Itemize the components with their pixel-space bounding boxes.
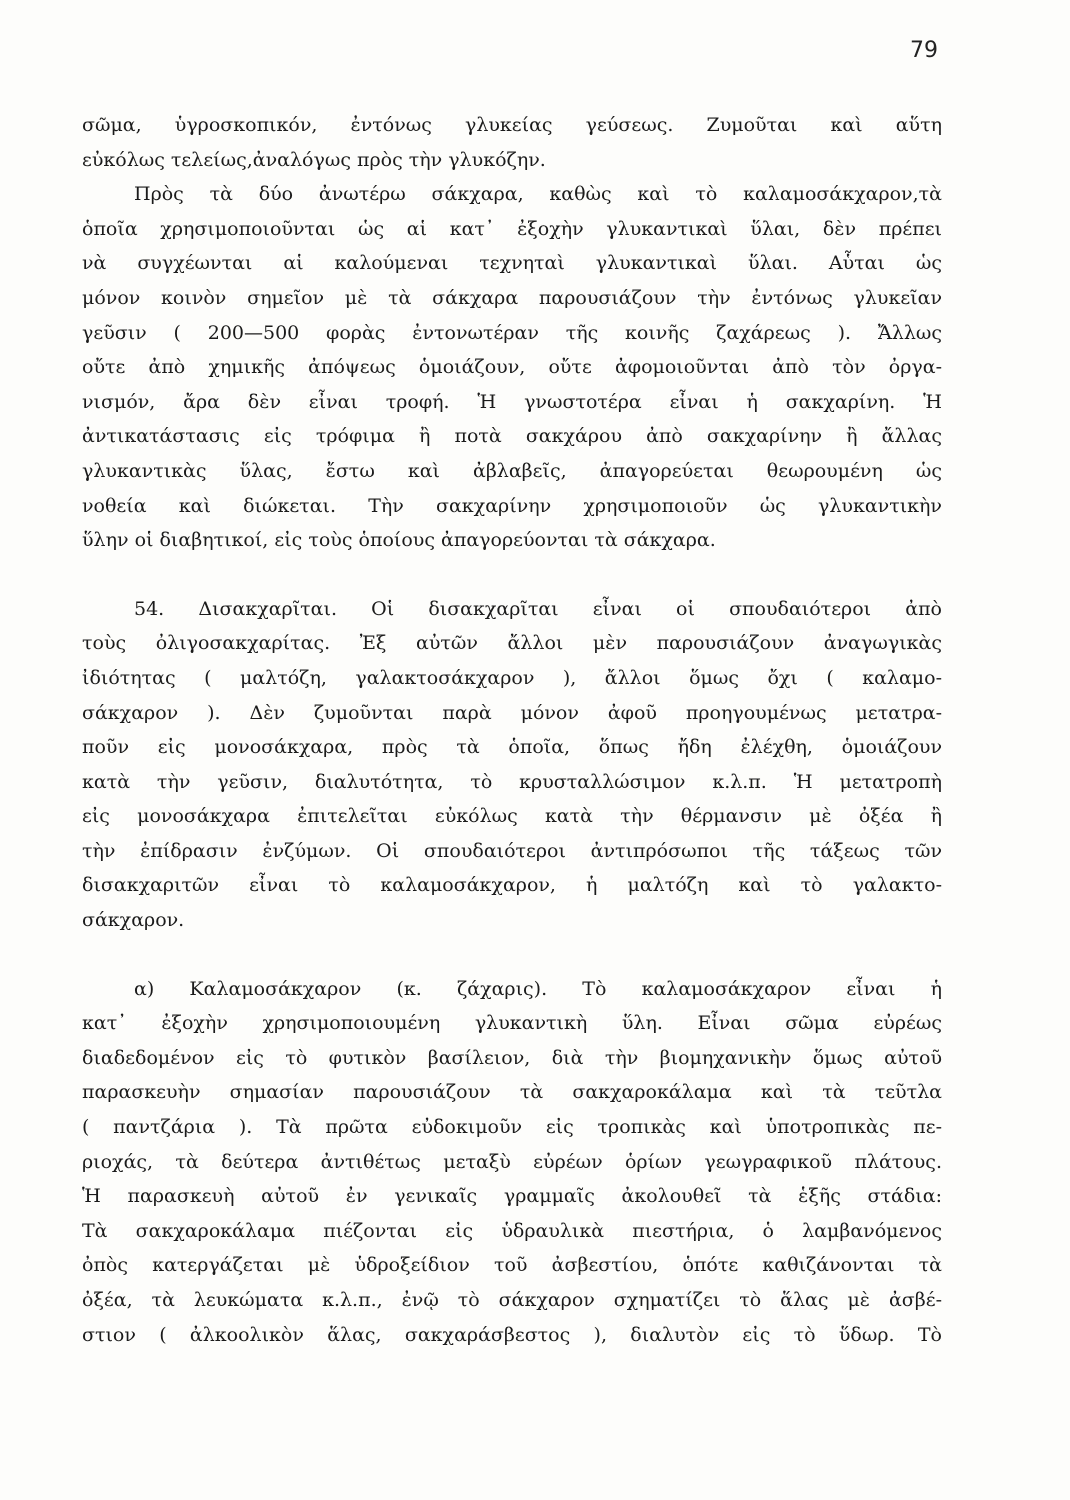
text-line: ποῦν εἰς μονοσάκχαρα, πρὸς τὰ ὁποῖα, ὅπως ἤδη ἐλέχθη, ὁμοιάζουν [82, 736, 942, 759]
text-line: μόνον κοινὸν σημεῖον μὲ τὰ σάκχαρα παρουσιάζουν τὴν ἐντόνως γλυκεῖαν [82, 286, 942, 309]
text-line: δισακχαριτῶν εἶναι τὸ καλαμοσάκχαρον, ἡ μαλτόζη καὶ τὸ γαλακτο- [82, 874, 942, 897]
subsection-heading-line: α) Καλαμοσάκχαρον (κ. ζάχαρις). Τὸ καλαμοσάκχαρον εἶναι ἡ [134, 977, 942, 1000]
section-54-paragraph [82, 592, 942, 938]
text-line: στιον ( ἀλκοολικὸν ἅλας, σακχαράσβεστος ), διαλυτὸν εἰς τὸ ὕδωρ. Τὸ [82, 1323, 942, 1346]
text-line: κατὰ τὴν γεῦσιν, διαλυτότητα, τὸ κρυσταλλώσιμον κ.λ.π. Ἡ μετατροπὴ [82, 770, 942, 793]
text-line: σάκχαρον ). Δὲν ζυμοῦνται παρὰ μόνον ἀφοῦ προηγουμένως μετατρα- [82, 701, 942, 724]
text-line: τὴν ἐπίδρασιν ἐνζύμων. Οἱ σπουδαιότεροι ἀντιπρόσωποι τῆς τάξεως τῶν [82, 839, 942, 862]
text-line: ὀπὸς κατεργάζεται μὲ ὑδροξείδιον τοῦ ἀσβεστίου, ὁπότε καθιζάνονται τὰ [82, 1254, 942, 1277]
text-line: σάκχαρον. [82, 909, 185, 932]
section-heading-line: 54. Δισακχαρῖται. Οἱ δισακχαρῖται εἶναι οἱ σπουδαιότεροι ἀπὸ [134, 597, 942, 620]
text-line: εὐκόλως τελείως,ἀναλόγως πρὸς τὴν γλυκόζην. [82, 148, 546, 171]
text-line: Τὰ σακχαροκάλαμα πιέζονται εἰς ὑδραυλικὰ πιεστήρια, ὁ λαμβανόμενος [82, 1219, 942, 1242]
text-line: γλυκαντικὰς ὕλας, ἔστω καὶ ἀβλαβεῖς, ἀπαγορεύεται θεωρουμένη ὡς [82, 459, 942, 482]
page-number: 79 [910, 38, 938, 63]
text-line: ὁποῖα χρησιμοποιοῦνται ὡς αἱ κατ᾽ ἐξοχὴν γλυκαντικαὶ ὕλαι, δὲν πρέπει [82, 217, 942, 240]
text-line: οὔτε ἀπὸ χημικῆς ἀπόψεως ὁμοιάζουν, οὔτε ἀφομοιοῦνται ἀπὸ τὸν ὀργα- [82, 356, 942, 379]
text-line: ( παντζάρια ). Τὰ πρῶτα εὐδοκιμοῦν εἰς τροπικὰς καὶ ὑποτροπικὰς πε- [82, 1116, 942, 1139]
text-line: ριοχάς, τὰ δεύτερα ἀντιθέτως μεταξὺ εὐρέων ὁρίων γεωγραφικοῦ πλάτους. [82, 1150, 942, 1173]
text-line: ὀξέα, τὰ λευκώματα κ.λ.π., ἐνῷ τὸ σάκχαρον σχηματίζει τὸ ἅλας μὲ ἀσβέ- [82, 1289, 942, 1311]
paragraph [82, 108, 942, 177]
text-line: διαδεδομένον εἰς τὸ φυτικὸν βασίλειον, διὰ τὴν βιομηχανικὴν ὅμως αὐτοῦ [82, 1046, 942, 1069]
text-line: τοὺς ὀλιγοσακχαρίτας. Ἐξ αὐτῶν ἄλλοι μὲν παρουσιάζουν ἀναγωγικὰς [82, 632, 942, 655]
paragraph-gap [82, 938, 942, 972]
paragraph [82, 177, 942, 558]
text-line: Πρὸς τὰ δύο ἀνωτέρω σάκχαρα, καθὼς καὶ τὸ καλαμοσάκχαρον,τὰ [134, 183, 942, 206]
subsection-a-paragraph [82, 972, 942, 1353]
paragraph-gap [82, 558, 942, 592]
text-line: νισμόν, ἄρα δὲν εἶναι τροφή. Ἡ γνωστοτέρα εἶναι ἡ σακχαρίνη. Ἡ [82, 390, 942, 413]
body-text [82, 108, 942, 1352]
text-line: σῶμα, ὑγροσκοπικόν, ἐντόνως γλυκείας γεύσεως. Ζυμοῦται καὶ αὕτη [82, 114, 942, 136]
text-line: κατ᾽ ἐξοχὴν χρησιμοποιουμένη γλυκαντικὴ ὕλη. Εἶναι σῶμα εὐρέως [82, 1012, 942, 1035]
text-line: νὰ συγχέωνται αἱ καλούμεναι τεχνηταὶ γλυκαντικαὶ ὕλαι. Αὗται ὡς [82, 252, 942, 275]
text-line: ἰδιότητας ( μαλτόζη, γαλακτοσάκχαρον ), ἄλλοι ὅμως ὄχι ( καλαμο- [82, 666, 942, 689]
text-line: γεῦσιν ( 200—500 φορὰς ἐντονωτέραν τῆς κοινῆς ζαχάρεως ). Ἄλλως [82, 321, 942, 344]
text-line: νοθεία καὶ διώκεται. Τὴν σακχαρίνην χρησιμοποιοῦν ὡς γλυκαντικὴν [82, 494, 942, 517]
text-line: ὕλην οἱ διαβητικοί, εἰς τοὺς ὁποίους ἀπαγορεύονται τὰ σάκχαρα. [82, 529, 716, 552]
text-line: ἀντικατάστασις εἰς τρόφιμα ἢ ποτὰ σακχάρου ἀπὸ σακχαρίνην ἢ ἄλλας [82, 425, 942, 448]
text-line: παρασκευὴν σημασίαν παρουσιάζουν τὰ σακχαροκάλαμα καὶ τὰ τεῦτλα [82, 1081, 942, 1104]
text-line: Ἡ παρασκευὴ αὐτοῦ ἐν γενικαῖς γραμμαῖς ἀκολουθεῖ τὰ ἑξῆς στάδια: [82, 1185, 942, 1208]
text-line: εἰς μονοσάκχαρα ἐπιτελεῖται εὐκόλως κατὰ τὴν θέρμανσιν μὲ ὀξέα ἢ [82, 805, 942, 828]
